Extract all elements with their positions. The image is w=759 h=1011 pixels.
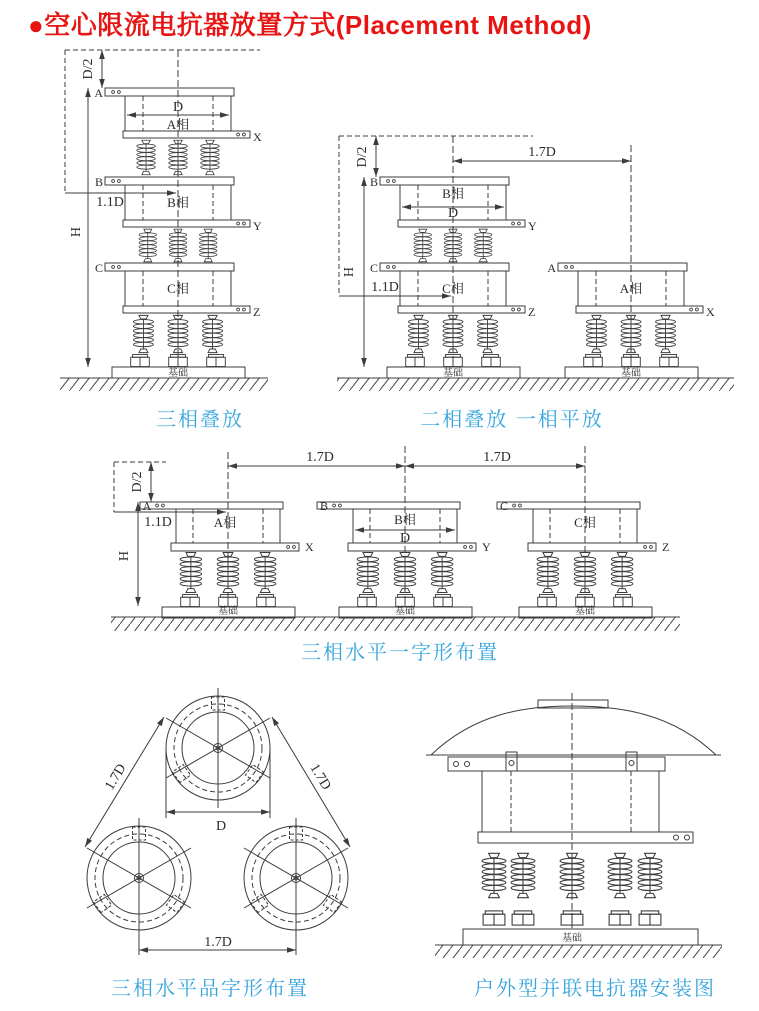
dim-1-7d: 1.7D (306, 761, 334, 793)
terminal-label-y: Y (528, 219, 537, 233)
foundation-label: 基础 (218, 606, 238, 617)
caption-triangle-layout: 三相水平品字形布置 (111, 978, 309, 1000)
rain-dome (431, 706, 716, 755)
insulator-stack (414, 229, 492, 262)
dim-1-1d: 1.1D (144, 515, 172, 530)
phase-a-label: A相 (619, 281, 643, 296)
terminal-label-b: B (319, 499, 329, 513)
terminal-label-x: X (253, 130, 262, 144)
terminal-label-x: X (706, 305, 715, 319)
reactor-top-view-a (166, 696, 270, 800)
phase-c-label: C相 (574, 515, 596, 530)
terminal-label-z: Z (253, 305, 261, 319)
dim-d-half: D/2 (355, 146, 370, 168)
diagram-triangle-layout (85, 688, 350, 955)
ground-hatch (337, 378, 734, 391)
reactor-top-view-b (87, 826, 191, 930)
terminal-label-b: B (369, 175, 378, 189)
phase-b-label: B相 (167, 195, 189, 210)
caption-two-stacked-one-flat: 二相叠放 一相平放 (420, 409, 604, 431)
mounting-foot (483, 911, 505, 925)
page-title-text: 空心限流电抗器放置方式(Placement Method) (44, 10, 592, 40)
diagram-two-stacked-one-flat (337, 136, 734, 391)
terminal-label-c: C (94, 261, 103, 275)
foundation-label: 基础 (575, 606, 595, 617)
dim-h: H (69, 226, 84, 238)
phase-c-label: C相 (167, 281, 189, 296)
caption-three-phase-stacked: 三相叠放 (156, 409, 244, 431)
bullet-icon: ● (28, 10, 45, 40)
phase-a-label: A相 (166, 117, 190, 132)
insulator-stack (137, 140, 219, 174)
dim-1-7d: 1.7D (306, 450, 334, 465)
ground-hatch (111, 617, 680, 631)
dim-h: H (342, 266, 357, 278)
terminal-label-y: Y (253, 219, 262, 233)
terminal-label-a: A (94, 86, 103, 100)
mounting-foot (639, 911, 661, 925)
dim-1-7d: 1.7D (102, 761, 130, 793)
phase-c-label: C相 (442, 281, 464, 296)
terminal-label-y: Y (482, 540, 491, 554)
phase-b-label: B相 (442, 186, 464, 201)
terminal-label-z: Z (662, 540, 670, 554)
terminal-label-a: A (547, 261, 556, 275)
insulator (608, 853, 632, 897)
terminal-label-c: C (369, 261, 378, 275)
insulator (560, 853, 584, 897)
insulator-stack (139, 229, 217, 262)
mounting-foot (609, 911, 631, 925)
phase-a-label: A相 (213, 515, 237, 530)
terminal-label-c: C (499, 499, 509, 513)
dim-d-half: D/2 (81, 58, 96, 80)
foundation-label: 基础 (168, 368, 188, 379)
ground-hatch (435, 945, 722, 958)
diagram-outdoor-reactor (426, 693, 722, 958)
insulator-stack (586, 315, 675, 352)
phase-b-label: B相 (394, 512, 416, 527)
insulator (638, 853, 662, 897)
diagram-inline-horizontal (111, 446, 680, 631)
caption-outdoor-reactor: 户外型并联电抗器安装图 (474, 978, 716, 1000)
dim-1-7d: 1.7D (483, 450, 511, 465)
foundation-label: 基础 (443, 368, 463, 379)
insulator-stack (133, 315, 222, 352)
dim-1-7d: 1.7D (528, 145, 556, 160)
dim-d: D (399, 531, 411, 546)
reactor-drum (482, 771, 659, 832)
dim-d: D (172, 100, 184, 115)
dim-h: H (117, 550, 132, 562)
dim-1-1d: 1.1D (96, 195, 124, 210)
dim-1-1d: 1.1D (371, 280, 399, 295)
foundation-label: 基础 (395, 606, 415, 617)
foundation-label: 基础 (562, 933, 582, 944)
mounting-foot (512, 911, 534, 925)
terminal-label-x: X (305, 540, 314, 554)
ground-hatch (60, 378, 268, 391)
foundation-label: 基础 (621, 368, 641, 379)
insulator (482, 853, 506, 897)
caption-inline-horizontal: 三相水平一字形布置 (301, 642, 499, 664)
insulator-stack (408, 315, 497, 352)
dim-d-half: D/2 (130, 471, 145, 493)
terminal-label-b: B (94, 175, 103, 189)
terminal-label-a: A (142, 499, 152, 513)
dim-d: D (447, 206, 459, 221)
terminal-label-z: Z (528, 305, 536, 319)
diagram-three-phase-stacked (60, 50, 268, 391)
dim-1-7d: 1.7D (204, 935, 232, 950)
reactor-top-view-c (244, 826, 348, 930)
insulator (511, 853, 535, 897)
dim-d: D (215, 819, 227, 834)
